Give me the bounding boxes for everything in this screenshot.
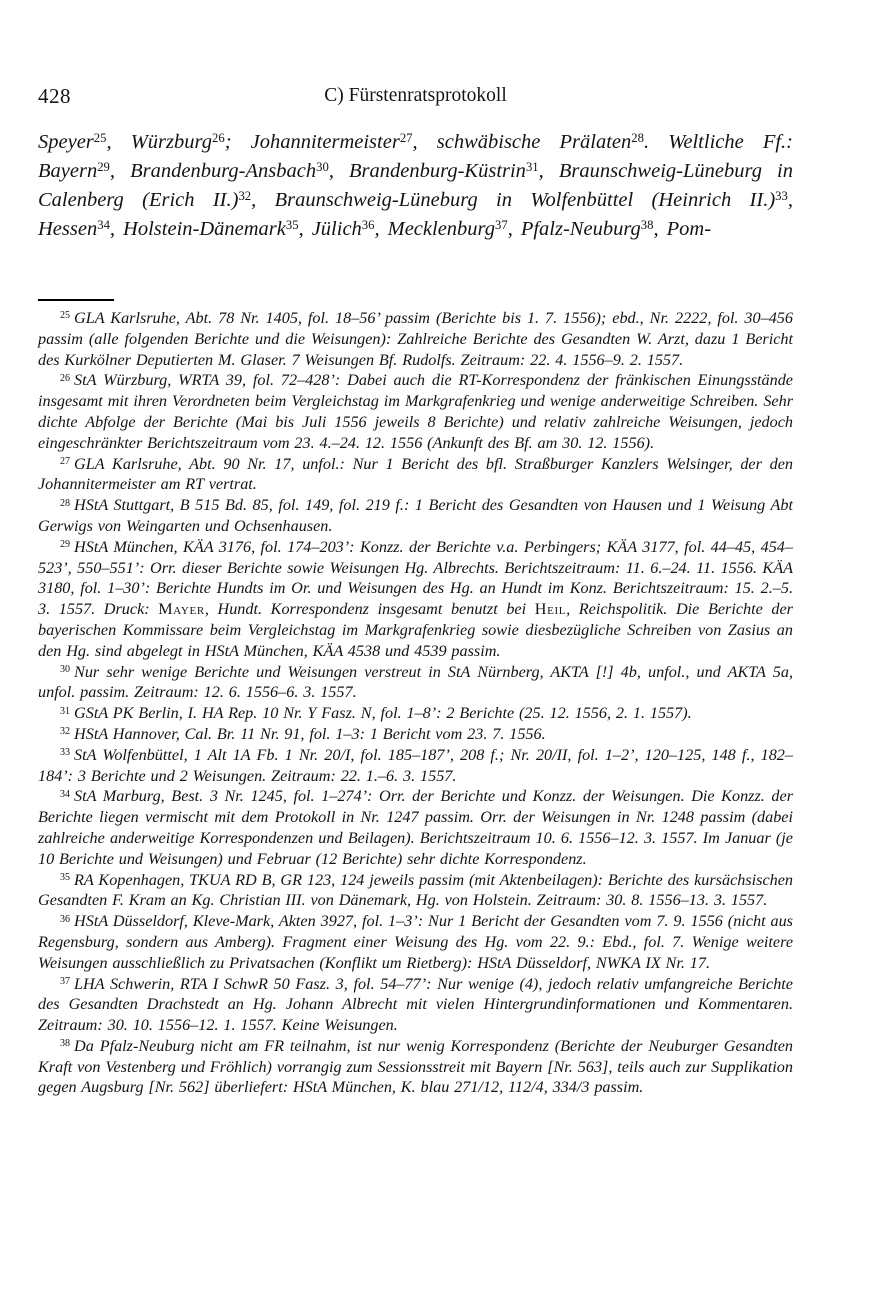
footnote-32 bbox=[38, 724, 793, 745]
footnote-ref: 36 bbox=[361, 218, 375, 233]
footnote-number: 33 bbox=[60, 747, 71, 759]
text-run: Nur sehr wenige Berichte und Weisungen verstreut in StA Nürnberg, AKTA [!] 4b, unfol., und AKTA 5a, unfol. passim. Zeitraum: 12. 6. 1556–6. 3. 1557. bbox=[38, 662, 793, 702]
text-run: StA Würzburg, WRTA 39, fol. 72–428’: Dabei auch die RT-Korrespondenz der fränkischen Einungsstände insgesamt mit ihren Verordneten beim Vergleichstag im Markgrafenkrieg und wenige anderweitige Schreiben. Sehr dichte Abfolge der Berichte (Mai bis Juli 1556 jeweils 8 Berichte) und relativ zahlreiche Weisungen, jedoch eingeschränkter Berichtszeitraum vom 23. 4.–24. 12. 1556 (Ankunft des Bf. am 30. 12. 1556). bbox=[38, 371, 793, 452]
footnote-number: 26 bbox=[60, 372, 71, 384]
footnote-30 bbox=[38, 662, 793, 704]
text-run: StA Wolfenbüttel, 1 Alt 1A Fb. 1 Nr. 20/I, fol. 185–187’, 208 f.; Nr. 20/II, fol. 1–2’, 120–125, 148 f., 182–184’: 3 Berichte und 2 Weisungen. Zeitraum: 22. 1.–6. 3. 1557. bbox=[38, 745, 793, 785]
footnote-number: 37 bbox=[60, 975, 71, 987]
footnote-36 bbox=[38, 911, 793, 973]
text-run: , Braunschweig-Lüneburg in Calenberg (Erich II.) bbox=[38, 160, 793, 211]
footnote-ref: 28 bbox=[631, 131, 644, 146]
running-title: C) Fürstenratsprotokoll bbox=[324, 85, 507, 106]
footnote-ref: 32 bbox=[238, 189, 252, 204]
text-run: . Weltliche Ff.: Bayern bbox=[38, 131, 794, 182]
footnotes-section bbox=[38, 308, 793, 1098]
text-run: , Mecklenburg bbox=[374, 218, 496, 240]
footnote-31 bbox=[38, 703, 793, 724]
footnote-34 bbox=[38, 786, 793, 869]
text-run: , Würzburg bbox=[106, 131, 212, 153]
footnote-ref: 34 bbox=[97, 218, 110, 233]
footnote-ref: 26 bbox=[211, 131, 225, 146]
text-run: HStA Stuttgart, B 515 Bd. 85, fol. 149, fol. 219 f.: 1 Bericht des Gesandten von Hausen und 1 Weisung Abt Gerwigs von Weingarten und Ochsenhausen. bbox=[38, 496, 793, 535]
footnote-number: 32 bbox=[60, 726, 71, 738]
footnote-ref: 35 bbox=[285, 218, 299, 233]
text-run: , Brandenburg-Ansbach bbox=[109, 160, 317, 182]
footnote-37 bbox=[38, 974, 793, 1036]
text-run: , schwäbische Prälaten bbox=[412, 131, 632, 153]
footnote-ref: 38 bbox=[640, 218, 654, 233]
footnote-35 bbox=[38, 870, 793, 912]
text-run: GStA PK Berlin, I. HA Rep. 10 Nr. Y Fasz. N, fol. 1–8’: 2 Berichte (25. 12. 1556, 2. 1. 1557). bbox=[74, 704, 692, 723]
footnote-number: 34 bbox=[60, 788, 71, 800]
text-run: GLA Karlsruhe, Abt. 90 Nr. 17, unfol.: Nur 1 Bericht des bfl. Straßburger Kanzlers Welsinger, der den Johannitermeister am RT vertrat. bbox=[38, 454, 793, 494]
text-run: Da Pfalz-Neuburg nicht am FR teilnahm, ist nur wenig Korrespondenz (Berichte der Neuburger Gesandten Kraft von Vestenberg und Fröhlich) vorrangig zum Sessionsstreit mit Bayern [Nr. 563], teils auch zur Supplikation gegen Augsburg [Nr. 562] überliefert: HStA München, K. blau 271/12, 112/4, 334/3 passim. bbox=[38, 1036, 793, 1097]
author-smallcaps: Mayer bbox=[158, 600, 205, 619]
footnote-25 bbox=[38, 308, 793, 370]
footnote-ref: 29 bbox=[97, 160, 110, 175]
text-run: StA Marburg, Best. 3 Nr. 1245, fol. 1–274’: Orr. der Berichte und Konzz. der Weisungen. Die Konzz. der Berichte liegen vermischt mit dem Protokoll in Nr. 1247 passim. Orr. der Weisungen in Nr. 1248 passim (dabei zahlreiche anderweitige Korrespondenzen und Beilagen). Berichtszeitraum 10. 6. 1556–12. 3. 1557. Im Januar (je 10 Berichte und Weisungen) und Februar (12 Berichte) sehr dichte Korrespondenz. bbox=[38, 787, 793, 868]
text-run: , Pom- bbox=[653, 218, 712, 240]
text-run: , Jülich bbox=[298, 218, 362, 240]
text-run: , Reichspolitik. Die Berichte der bayerischen Kommissare beim Vergleichstag im Markgrafenkrieg sowie diesbezügliche Schreiben von Zasius an den Hg. sind abgelegt in HStA München, KÄA 4538 und 4539 passim. bbox=[38, 600, 793, 660]
text-run: Speyer bbox=[38, 131, 94, 153]
text-run: , Hundt. Korrespondenz insgesamt benutzt bei bbox=[204, 600, 535, 619]
footnote-27 bbox=[38, 454, 793, 496]
footnote-ref: 30 bbox=[316, 160, 329, 175]
footnote-number: 38 bbox=[60, 1038, 71, 1050]
footnote-separator-rule bbox=[38, 299, 114, 301]
text-run: ; Johannitermeister bbox=[224, 131, 400, 153]
footnote-38 bbox=[38, 1036, 793, 1098]
page-number: 428 bbox=[38, 84, 71, 108]
text-run: , Pfalz-Neuburg bbox=[507, 218, 641, 240]
footnote-29 bbox=[38, 537, 793, 662]
footnote-ref: 31 bbox=[525, 160, 539, 175]
text-run: LHA Schwerin, RTA I SchwR 50 Fasz. 3, fol. 54–77’: Nur wenige (4), jedoch relativ umfangreiche Berichte des Gesandten Drachstedt an Hg. Johann Albrecht mit vielen Hintergrundinformationen und Kommentaren. Zeitraum: 30. 10. 1556–12. 1. 1557. Keine Weisungen. bbox=[38, 974, 793, 1035]
footnote-33 bbox=[38, 745, 793, 787]
footnote-number: 25 bbox=[60, 310, 71, 322]
footnote-number: 35 bbox=[60, 872, 71, 883]
author-smallcaps: Heil bbox=[534, 600, 567, 619]
text-run: , Holstein-Dänemark bbox=[109, 218, 286, 240]
footnote-number: 36 bbox=[60, 913, 71, 925]
footnote-ref: 37 bbox=[495, 218, 508, 233]
text-run: HStA Hannover, Cal. Br. 11 Nr. 91, fol. 1–3: 1 Bericht vom 23. 7. 1556. bbox=[74, 724, 546, 743]
page-header bbox=[38, 84, 793, 110]
footnote-number: 31 bbox=[60, 705, 71, 717]
text-run: , Brandenburg-Küstrin bbox=[328, 160, 526, 182]
footnote-ref: 33 bbox=[775, 189, 788, 204]
text-run: HStA Düsseldorf, Kleve-Mark, Akten 3927, fol. 1–3’: Nur 1 Bericht der Gesandten vom 7. 9. 1556 (nicht aus Regensburg, sondern aus Amberg). Fragment einer Weisung des Hg. vom 22. 9.: Ebd., fol. 7. Wenige weitere Weisungen ausschließlich zu Privatsachen (Konflikt um Rietberg): HStA Düsseldorf, NWKA IX Nr. 17. bbox=[38, 912, 793, 972]
text-run: HStA München, KÄA 3176, fol. 174–203’: Konzz. der Berichte v.a. Perbingers; KÄA 3177, fol. 44–45, 454–523’, 550–551’: Orr. dieser Berichte sowie Weisungen Hg. Albrechts. Berichtszeitraum: 11. 6.–24. 11. 1556. KÄA 3180, fol. 1–30’: Berichte Hundts im Or. und Weisungen des Hg. an Hundt im Konz. Berichtszeitraum: 15. 2.–5. 3. 1557. Druck: bbox=[38, 537, 793, 619]
text-run: GLA Karlsruhe, Abt. 78 Nr. 1405, fol. 18–56’ passim (Berichte bis 1. 7. 1556); ebd., Nr. 2222, fol. 30–456 passim (alle folgenden Berichte und die Weisungen): Zahlreiche Berichte des Gesandten W. Arzt, dazu 1 Bericht des Kurkölner Deputierten M. Glaser. 7 Weisungen Bf. Rudolfs. Zeitraum: 22. 4. 1556–9. 2. 1557. bbox=[38, 309, 793, 369]
footnote-26 bbox=[38, 370, 793, 453]
footnote-ref: 27 bbox=[399, 131, 413, 146]
text-run: , Hessen bbox=[38, 189, 793, 240]
footnote-number: 27 bbox=[60, 456, 71, 468]
footnote-number: 30 bbox=[60, 664, 71, 676]
footnote-number: 28 bbox=[60, 497, 71, 509]
main-text-paragraph bbox=[38, 128, 793, 244]
text-run: RA Kopenhagen, TKUA RD B, GR 123, 124 jeweils passim (mit Aktenbeilagen): Berichte des kursächsischen Gesandten F. Kram an Kg. Christian III. von Dänemark, Hg. von Holstein. Zeitraum: 30. 8. 1556–13. 3. 1557. bbox=[38, 870, 793, 910]
footnote-ref: 25 bbox=[93, 131, 107, 146]
footnote-28 bbox=[38, 495, 793, 537]
text-run: , Braunschweig-Lüneburg in Wolfenbüttel (Heinrich II.) bbox=[251, 189, 776, 211]
footnote-number: 29 bbox=[60, 539, 71, 551]
